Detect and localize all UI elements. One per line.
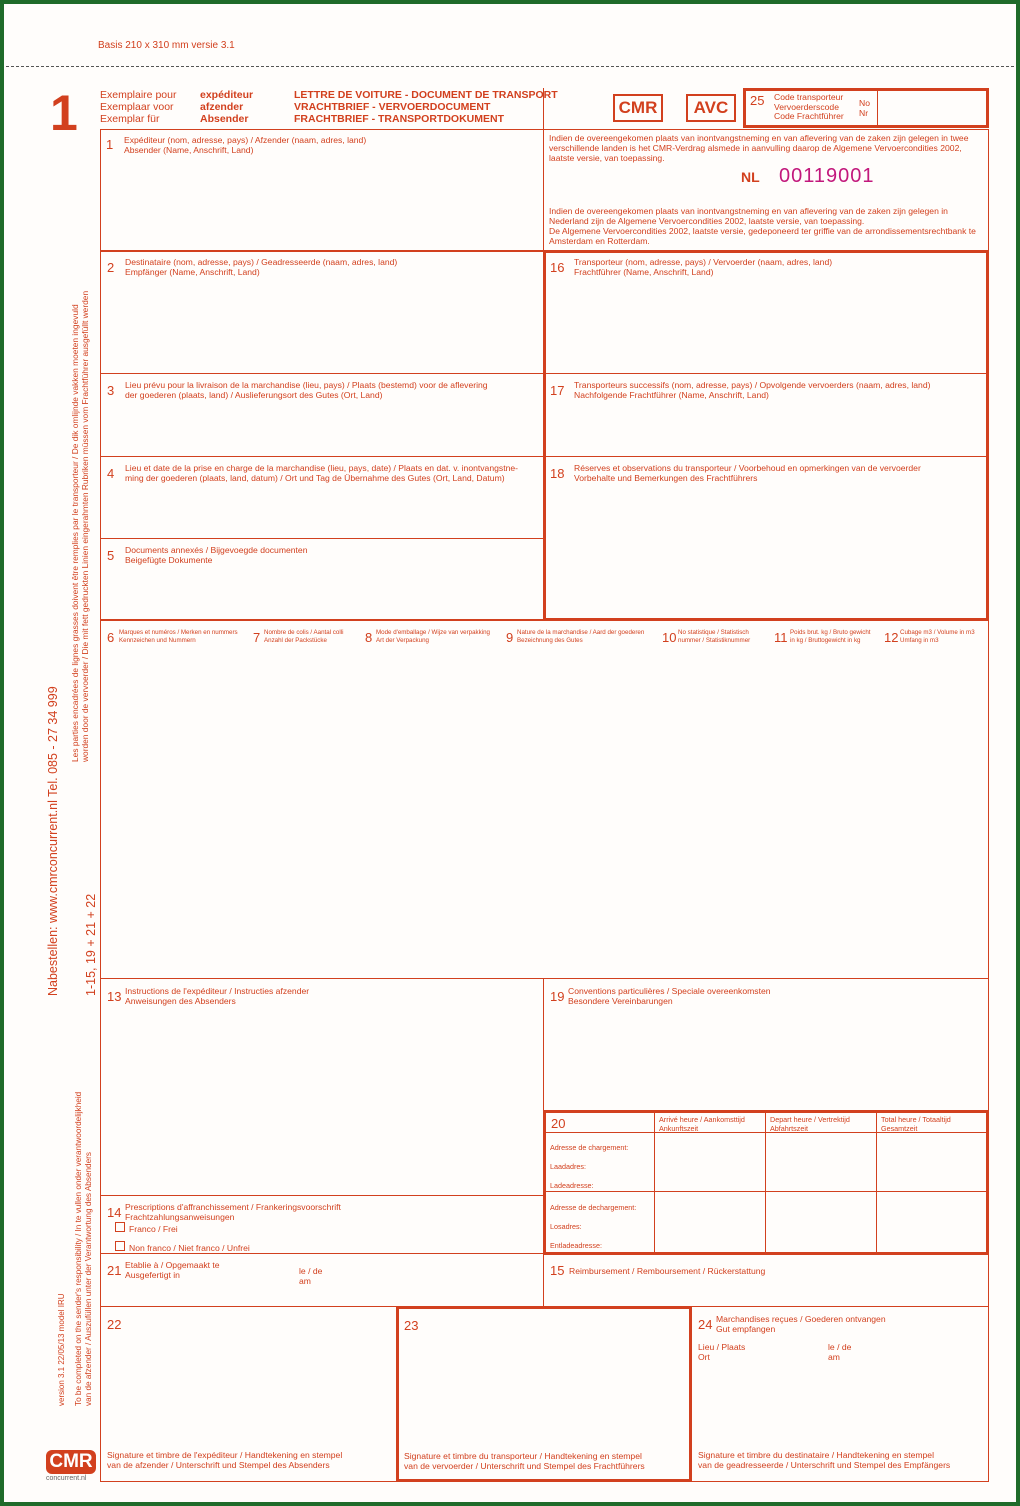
cmr-logo: CMR bbox=[46, 1450, 96, 1474]
field-20-times-table[interactable]: 20 Arrivé heure / Aankomsttijd Ankunftszeit Depart heure / Vertrektijd Abfahrtszeit Total heure / Totaaltijd Gesamtzeit Adresse de chargement: Laadadres: Ladeadresse: Adresse de dechargement: Losadres: Entladeadresse: bbox=[543, 1110, 989, 1255]
exemplaire-labels: Exemplaire pour Exemplaar voor Exemplar für bbox=[100, 89, 177, 125]
header-divider bbox=[543, 88, 544, 130]
field-23-carrier-signature[interactable]: 23 Signature et timbre du transporteur / Handtekening en stempel van de vervoerder / Unterschrift und Stempel des Frachtführers bbox=[396, 1306, 692, 1482]
franco-label: Franco / Frei bbox=[129, 1224, 178, 1234]
field-18-reservations[interactable]: 18 Réserves et observations du transporteur / Voorbehoud en opmerkingen van de vervoerder Vorbehalte und Bemerkungen des Frachtführers bbox=[550, 463, 921, 483]
conditions-text-1: Indien de overeengekomen plaats van inontvangstneming en van aflevering van de zaken zijn gelegen in twee verschillende landen is het CMR-Verdrag alsmede in aanvulling daarop de Algemene Vervoercondities 2002, laatste versie, van toepassing. bbox=[549, 133, 969, 163]
avc-badge: AVC bbox=[686, 94, 736, 122]
field-1-sender[interactable]: 1 Expéditeur (nom, adresse, pays) / Afzender (naam, adres, land) Absender (Name, Anschrift, Land) bbox=[106, 135, 367, 155]
basis-note: Basis 210 x 310 mm versie 3.1 bbox=[98, 40, 235, 51]
non-franco-label: Non franco / Niet franco / Unfrei bbox=[129, 1243, 250, 1253]
conditions-text-3: De Algemene Vervoercondities 2002, laatste versie, gedeponeerd ter griffie van de arrondissementsrechtbank te Amsterdam en Rotterdam. bbox=[549, 226, 976, 246]
thick-lines-note: Les parties encadrées de lignes grasses doivent être remplies par le transporteur / De dik omlijnde vakken moeten ingevuld worden door de vervoerder / Die mit fett gedruckten Linien eingerahmten Rubriken müssen vom Frachtführer ausgefüllt werden bbox=[70, 290, 90, 762]
document-number: 00119001 bbox=[779, 165, 875, 187]
field-22-sender-signature[interactable]: 22 Signature et timbre de l'expéditeur / Handtekening en stempel van de afzender / Unterschrift und Stempel des Absenders bbox=[100, 1306, 397, 1482]
exemplaire-recipient: expéditeur afzender Absender bbox=[200, 89, 254, 125]
field-13-sender-instructions[interactable]: 13 Instructions de l'expéditeur / Instructies afzender Anweisungen des Absenders bbox=[100, 978, 544, 1196]
field-4-takeover-place-date[interactable]: 4 Lieu et date de la prise en charge de la marchandise (lieu, pays, date) / Plaats en dat. v. inontvangstne- ming der goederen (plaats, land, datum) / Ort und Tag de Übernahme des Gutes (Ort, Land, Datum) bbox=[100, 456, 544, 539]
copies-info: 1-15, 19 + 21 + 22 bbox=[84, 893, 98, 996]
order-info: Nabestellen: www.cmrconcurrent.nl Tel. 085 - 27 34 999 bbox=[46, 686, 60, 996]
loading-address-labels: Adresse de chargement: Laadadres: Ladeadresse: bbox=[550, 1143, 629, 1190]
responsibility-note: To be completed on the sender's responsibility / In te vullen onder verantwoordelijkheid van de afzender / Auszufüllen unter der Verantwortung des Absenders bbox=[74, 1091, 93, 1406]
field-19-special-agreements[interactable]: 19 Conventions particulières / Speciale overeenkomsten Besondere Vereinbarungen bbox=[543, 978, 989, 1111]
conditions-text-2: Indien de overeengekomen plaats van inontvangstneming en van aflevering van de zaken zijn gelegen in Nederland zijn de Algemene Vervoercondities 2002, laatste versie, van toepassing. bbox=[549, 206, 948, 226]
non-franco-checkbox[interactable] bbox=[115, 1241, 125, 1251]
unloading-address-labels: Adresse de dechargement: Losadres: Entladeadresse: bbox=[550, 1203, 637, 1250]
cmr-badge: CMR bbox=[613, 94, 663, 122]
version-info: version 3.1 22/05/13 model IRU bbox=[57, 1293, 66, 1406]
field-21-established-at[interactable]: 21 Etablie à / Opgemaakt te Ausgefertigt in le / de am bbox=[100, 1253, 544, 1307]
cmr-waybill-page bbox=[4, 4, 1016, 1502]
country-code: NL bbox=[741, 169, 760, 185]
field-2-consignee[interactable]: 2 Destinataire (nom, adresse, pays) / Geadresseerde (naam, adres, land) Empfänger (Name, Anschrift, Land) bbox=[100, 251, 544, 374]
document-titles: LETTRE DE VOITURE - DOCUMENT DE TRANSPORT VRACHTBRIEF - VERVOERDOCUMENT FRACHTBRIEF - TRANSPORTDOKUMENT bbox=[294, 89, 558, 125]
field-14-payment-instructions[interactable]: 14 Prescriptions d'affranchissement / Frankeringsvoorschrift Frachtzahlungsanweisungen Franco / Frei Non franco / Niet franco / Unfrei bbox=[100, 1195, 544, 1254]
copy-number: 1 bbox=[50, 85, 78, 141]
field-5-documents[interactable]: 5 Documents annexés / Bijgevoegde documenten Beigefügte Dokumente bbox=[100, 538, 544, 620]
field-16-carrier[interactable]: 16 Transporteur (nom, adresse, pays) / Vervoerder (naam, adres, land) Frachtführer (Name, Anschrift, Land) bbox=[550, 257, 833, 277]
field-15-reimbursement[interactable]: 15 Reimbursement / Remboursement / Rückerstattung bbox=[543, 1254, 989, 1307]
perforation-line bbox=[6, 66, 1014, 67]
franco-checkbox[interactable] bbox=[115, 1222, 125, 1232]
field-25-carrier-code[interactable]: 25 Code transporteur Vervoerderscode Code Frachtführer No Nr bbox=[743, 88, 989, 128]
goods-area[interactable]: 6 Marques et numéros / Merken en nummers Kennzeichen und Nummern 7 Nombre de colis / Aantal colli Anzahl der Packstücke 8 Mode d'emballage / Wijze van verpakking Art der Verpackung 9 Nature de la marchandise / Aard der goederen Bezeichnung des Gutes 10 No statistique / Statistisch nummer / Statistiknummer 11 Poids brut. kg / Bruto gewicht in kg / Bruttogewicht in kg 12 Cubage m3 / Volume in m3 Umfang in m3 bbox=[100, 620, 989, 979]
conditions-box bbox=[543, 129, 989, 251]
field-3-delivery-place[interactable]: 3 Lieu prévu pour la livraison de la marchandise (lieu, pays) / Plaats (bestemd) voor de aflevering der goederen (plaats, land) / Auslieferungsort des Gutes (Ort, Land) bbox=[100, 373, 544, 457]
logo-subtitle: concurrent.nl bbox=[46, 1475, 87, 1482]
field-24-goods-received[interactable]: 24 Marchandises reçues / Goederen ontvangen Gut empfangen Lieu / Plaats Ort le / de am Signature et timbre du destinataire / Handtekening en stempel van de geadresseerde / Unterschrift und Stempel des Empfängers bbox=[691, 1306, 989, 1482]
field-17-successive-carriers[interactable]: 17 Transporteurs successifs (nom, adresse, pays) / Opvolgende vervoerders (naam, adres, land) Nachfolgende Frachtführer (Name, Anschrift, Land) bbox=[550, 380, 931, 400]
